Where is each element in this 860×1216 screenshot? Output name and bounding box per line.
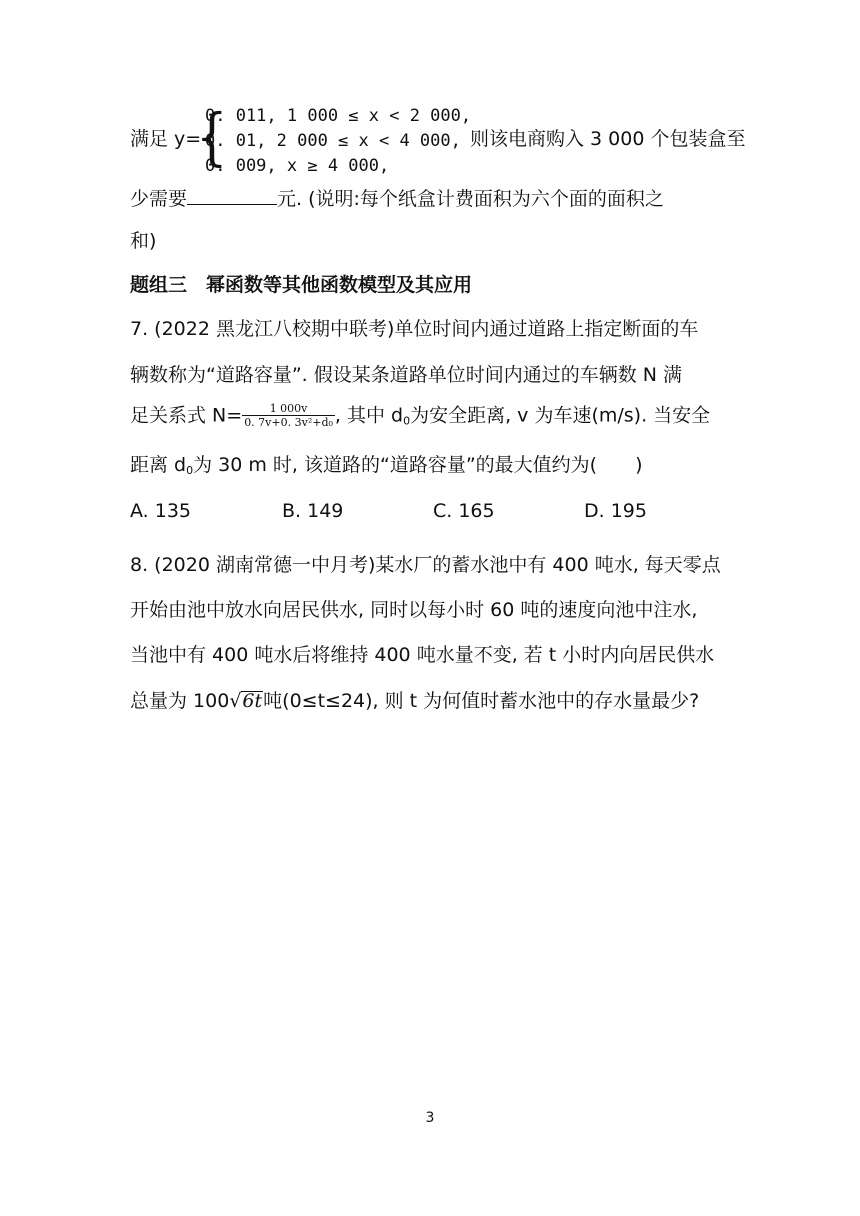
- problem7-line4-a: 距离 d: [130, 454, 187, 476]
- page-number: 3: [425, 1110, 435, 1126]
- option-a[interactable]: A. 135: [130, 500, 192, 522]
- problem7-line2: 辆数称为“道路容量”. 假设某条道路单位时间内通过的车辆数 N 满: [130, 364, 683, 386]
- subscript-zero-2: 0: [186, 464, 194, 477]
- problem6-line2: [130, 188, 664, 209]
- problem8-line1: 8. (2020 湖南常德一中月考)某水厂的蓄水池中有 400 吨水, 每天零点: [130, 554, 721, 576]
- problem7-line4-b: 为 30 m 时, 该道路的“道路容量”的最大值约为( ): [193, 454, 643, 476]
- subscript-zero: 0: [403, 414, 411, 428]
- problem7-formula-prefix: 足关系式 N=: [130, 404, 243, 427]
- problem8-line4-a: 总量为 100: [130, 690, 230, 712]
- answer-blank[interactable]: [187, 188, 277, 205]
- problem7-line4: [130, 456, 643, 476]
- fraction-denominator: 0. 7v+0. 3v²+d₀: [244, 416, 333, 430]
- sqrt-sign: √: [229, 690, 242, 712]
- problem6-line2-end: 元. (说明:每个纸盒计费面积为六个面的面积之: [277, 188, 664, 210]
- problem8-line4-b: 吨(0≤t≤24), 则 t 为何值时蓄水池中的存水量最少?: [263, 690, 700, 712]
- problem6-line2-start: 少需要: [130, 188, 188, 210]
- problem7-line3: [130, 403, 710, 429]
- option-d[interactable]: D. 195: [584, 500, 647, 522]
- fraction-numerator: 1 000v: [269, 402, 308, 415]
- option-b[interactable]: B. 149: [282, 500, 344, 522]
- piecewise-prefix: 满足 y=: [130, 128, 202, 150]
- section-heading: 题组三 幂函数等其他函数模型及其应用: [130, 274, 473, 296]
- problem8-line2: 开始由池中放水向居民供水, 同时以每小时 60 吨的速度向池中注水,: [130, 599, 698, 621]
- problem6-suffix: 则该电商购入 3 000 个包装盒至: [470, 128, 746, 150]
- sqrt-radicand: 6t: [242, 690, 263, 712]
- problem6-line3: 和): [130, 230, 157, 252]
- piecewise-case-3: 0. 009, x ≥ 4 000,: [205, 156, 390, 176]
- road-capacity-fraction: [242, 403, 335, 429]
- option-c[interactable]: C. 165: [433, 500, 495, 522]
- piecewise-brace: {: [195, 100, 228, 173]
- piecewise-case-2: 0. 01, 2 000 ≤ x < 4 000,: [205, 131, 461, 151]
- problem8-line3: 当池中有 400 吨水后将维持 400 吨水量不变, 若 t 小时内向居民供水: [130, 644, 715, 666]
- problem7-line1: 7. (2022 黑龙江八校期中联考)单位时间内通过道路上指定断面的车: [130, 318, 699, 340]
- piecewise-case-1: 0. 011, 1 000 ≤ x < 2 000,: [205, 106, 472, 126]
- problem7-line3-a: , 其中 d: [334, 404, 404, 427]
- problem7-line3-b: 为安全距离, v 为车速(m/s). 当安全: [410, 404, 711, 427]
- problem8-line4: [130, 691, 699, 711]
